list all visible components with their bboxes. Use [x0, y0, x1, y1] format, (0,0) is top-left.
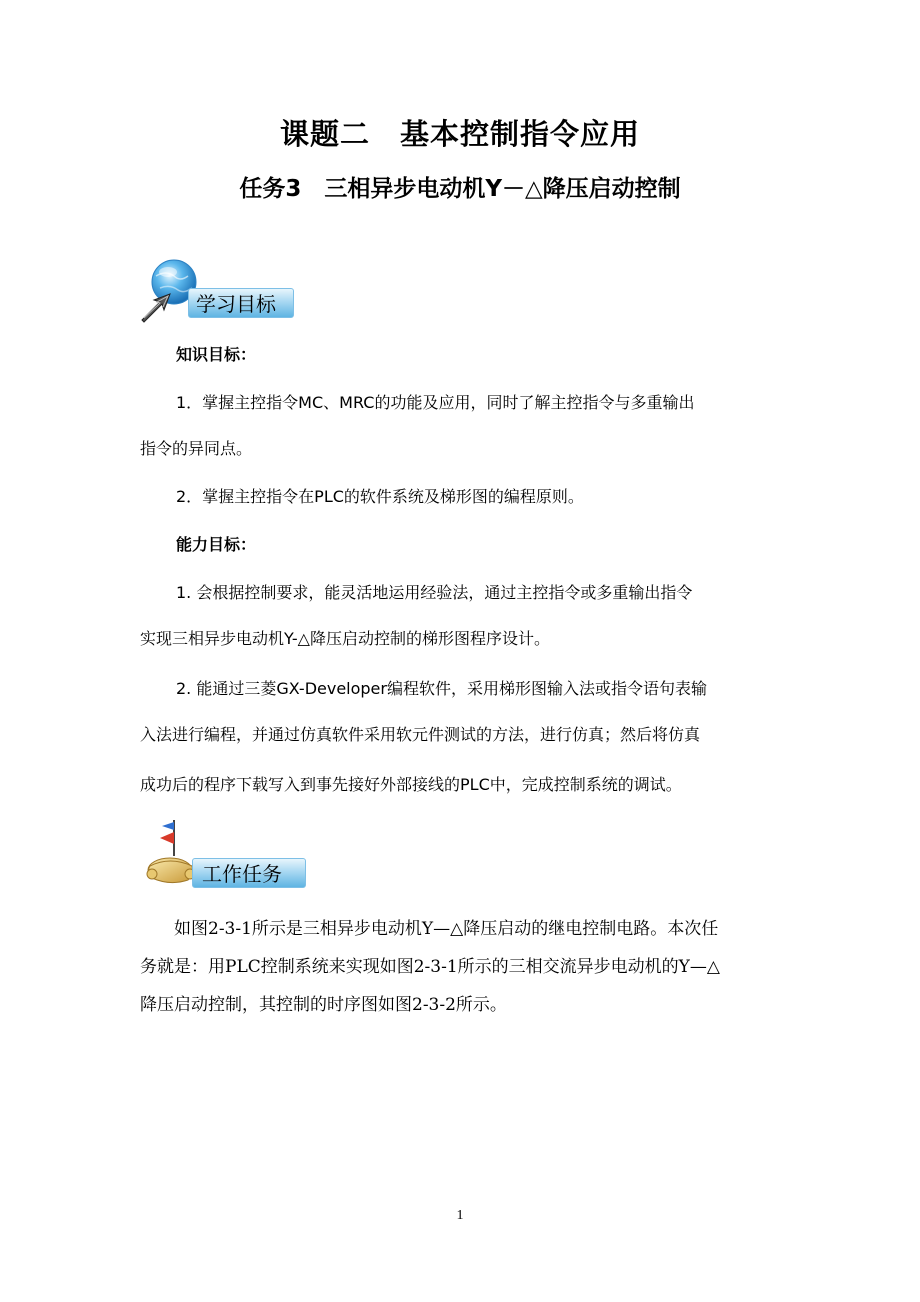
- task-banner-label: 工作任务: [202, 862, 282, 886]
- paragraph-line: 降压启动控制，其控制的时序图如图2-3-2所示。: [140, 995, 507, 1015]
- objectives-banner: [136, 258, 296, 324]
- paragraph-line: 1．掌握主控指令MC、MRC的功能及应用，同时了解主控指令与多重输出: [176, 393, 695, 412]
- page-title: 课题二 基本控制指令应用: [279, 117, 640, 151]
- ability-heading: 能力目标：: [176, 535, 257, 554]
- paragraph-line: 实现三相异步电动机Y-△降压启动控制的梯形图程序设计。: [140, 629, 550, 648]
- page-subtitle: 任务3 三相异步电动机Y－△降压启动控制: [239, 176, 681, 202]
- paragraph-line: 成功后的程序下载写入到事先接好外部接线的PLC中，完成控制系统的调试。: [140, 775, 682, 794]
- paragraph-line: 如图2-3-1所示是三相异步电动机Y—△降压启动的继电控制电路。本次任: [174, 919, 719, 939]
- page-number: 1: [456, 1208, 464, 1223]
- paragraph-line: 1. 会根据控制要求，能灵活地运用经验法，通过主控指令或多重输出指令: [176, 583, 693, 602]
- knowledge-heading: 知识目标：: [176, 345, 257, 364]
- objectives-banner-label: 学习目标: [196, 292, 276, 316]
- paragraph-line: 指令的异同点。: [140, 439, 253, 458]
- paragraph-line: 入法进行编程，并通过仿真软件采用软元件测试的方法，进行仿真；然后将仿真: [140, 725, 701, 744]
- paragraph-line: 2. 能通过三菱GX-Developer编程软件，采用梯形图输入法或指令语句表输: [176, 679, 707, 698]
- paragraph-line: 务就是：用PLC控制系统来实现如图2-3-1所示的三相交流异步电动机的Y—△: [140, 957, 720, 977]
- task-banner: [140, 816, 310, 892]
- paragraph-line: 2．掌握主控指令在PLC的软件系统及梯形图的编程原则。: [176, 487, 584, 506]
